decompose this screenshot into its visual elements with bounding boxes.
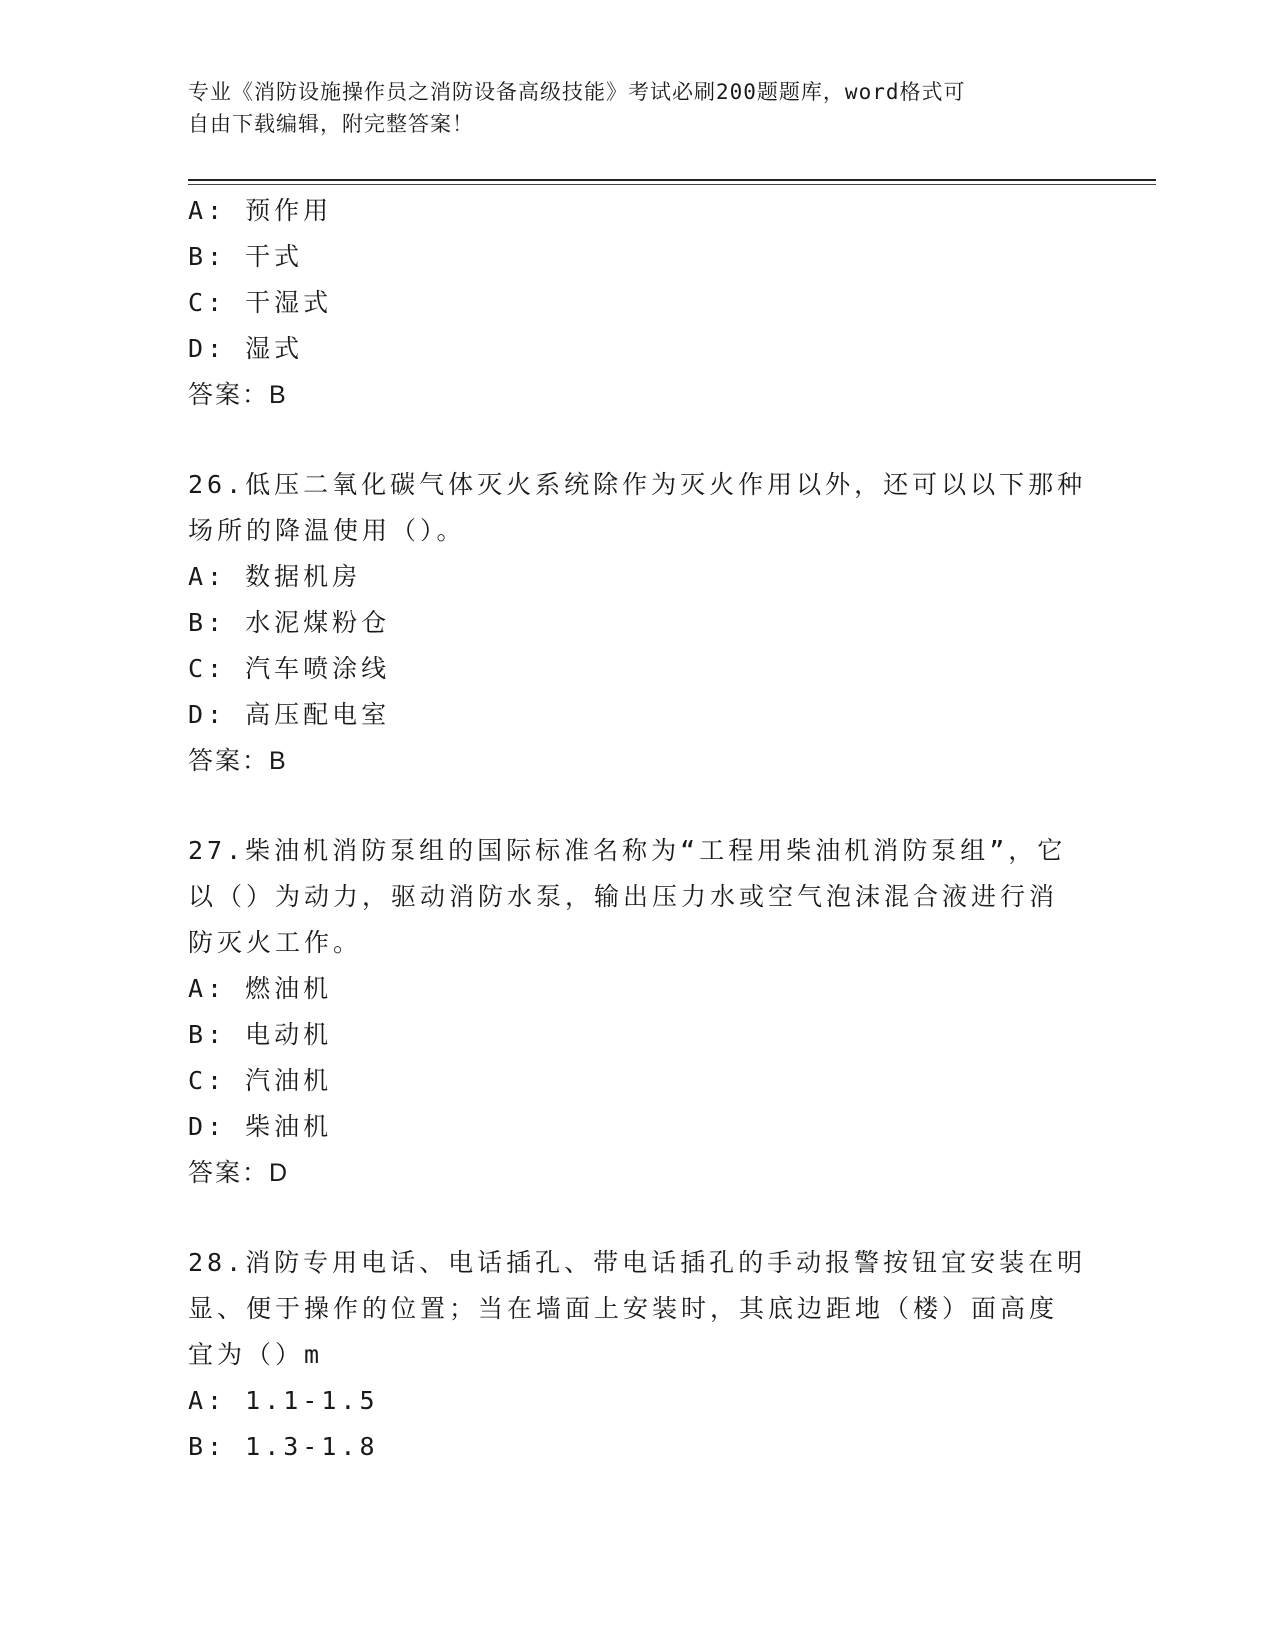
option-b: B: 电动机 <box>188 1020 333 1049</box>
answer-line: 答案：B <box>188 381 288 409</box>
question-stem-line: 宜为（）m <box>188 1340 324 1369</box>
question-stem-line: 26.低压二氧化碳气体灭火系统除作为灭火作用以外，还可以以下那种 <box>188 470 1087 499</box>
header-divider-thin <box>188 184 1156 185</box>
header-line-2: 自由下载编辑，附完整答案！ <box>188 112 474 136</box>
answer-line: 答案：B <box>188 747 288 775</box>
header-divider-thick <box>188 179 1156 181</box>
option-a: A: 预作用 <box>188 196 333 225</box>
question-stem-line: 27.柴油机消防泵组的国际标准名称为“工程用柴油机消防泵组”，它 <box>188 836 1067 865</box>
question-stem-line: 防灭火工作。 <box>188 928 363 957</box>
question-list <box>188 188 1088 1470</box>
answer-line: 答案：D <box>188 1159 290 1187</box>
question-stem-line: 以（）为动力，驱动消防水泵，输出压力水或空气泡沫混合液进行消 <box>188 882 1059 911</box>
question-spacer <box>188 1196 1088 1240</box>
question-28 <box>188 1240 1088 1470</box>
option-d: D: 湿式 <box>188 334 304 363</box>
option-c: C: 汽车喷涂线 <box>188 654 391 683</box>
option-a: A: 1.1-1.5 <box>188 1386 379 1415</box>
question-27 <box>188 828 1088 1196</box>
option-b: B: 水泥煤粉仓 <box>188 608 391 637</box>
option-a: A: 燃油机 <box>188 974 333 1003</box>
document-header <box>188 76 1068 140</box>
question-stem-line: 显、便于操作的位置；当在墙面上安装时，其底边距地（楼）面高度 <box>188 1294 1059 1323</box>
option-d: D: 柴油机 <box>188 1112 333 1141</box>
option-c: C: 汽油机 <box>188 1066 333 1095</box>
option-c: C: 干湿式 <box>188 288 333 317</box>
question-25 <box>188 188 1088 418</box>
header-line-1: 专业《消防设施操作员之消防设备高级技能》考试必刷200题题库，word格式可 <box>188 80 966 104</box>
option-b: B: 干式 <box>188 242 304 271</box>
question-stem-line: 28.消防专用电话、电话插孔、带电话插孔的手动报警按钮宜安装在明 <box>188 1248 1087 1277</box>
question-spacer <box>188 418 1088 462</box>
option-b: B: 1.3-1.8 <box>188 1432 379 1461</box>
question-stem-line: 场所的降温使用（）。 <box>188 516 466 545</box>
question-26 <box>188 462 1088 784</box>
question-spacer <box>188 784 1088 828</box>
option-d: D: 高压配电室 <box>188 700 391 729</box>
option-a: A: 数据机房 <box>188 562 362 591</box>
